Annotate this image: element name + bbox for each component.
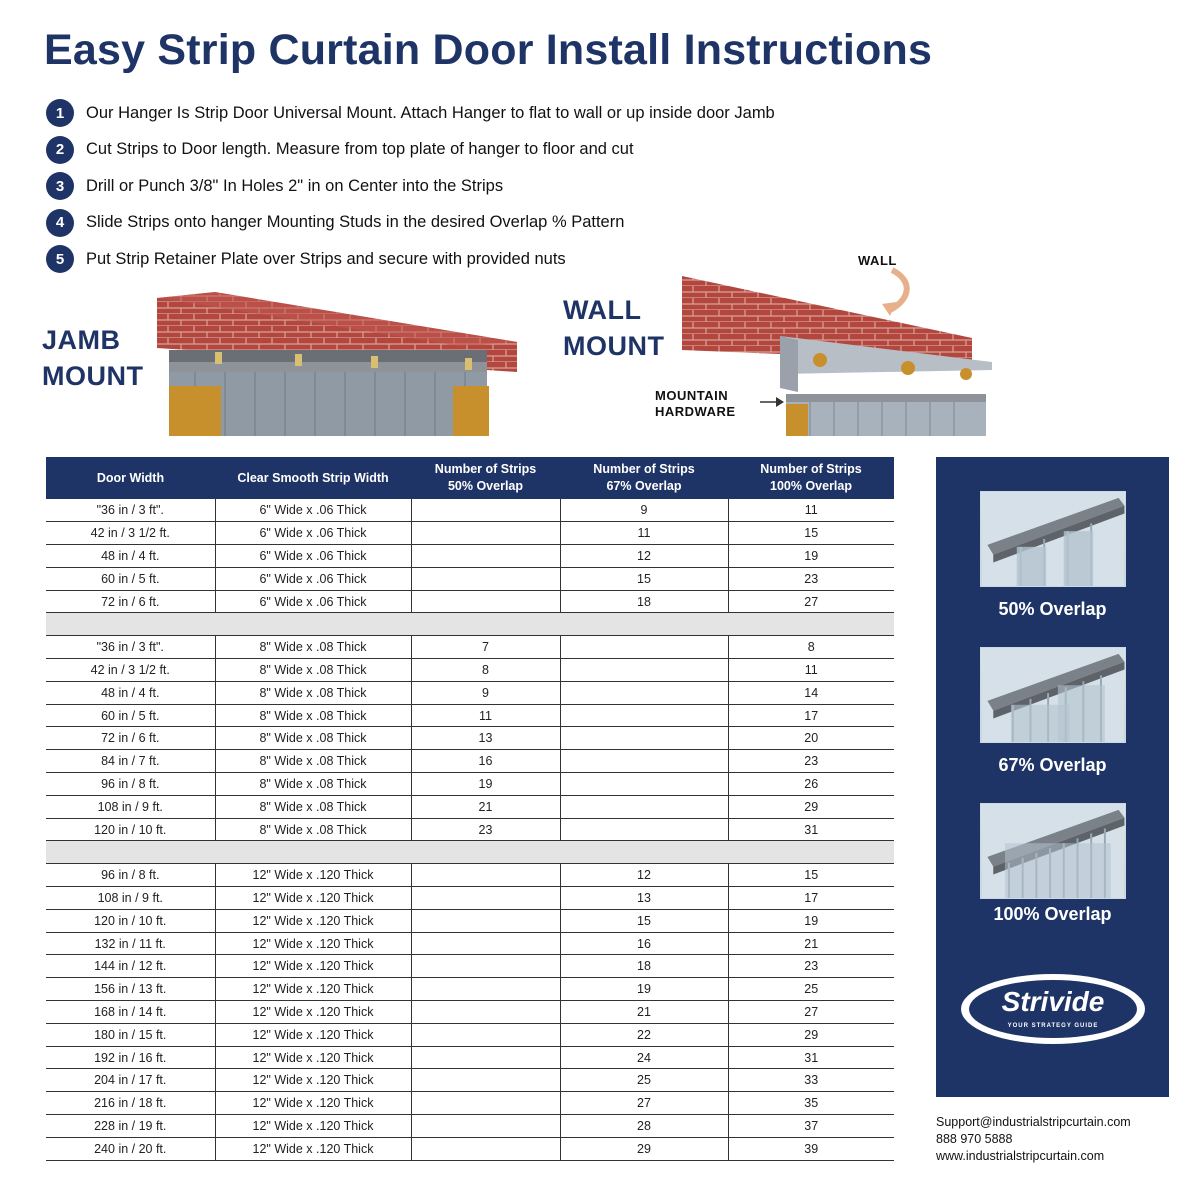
table-cell: 18: [560, 590, 728, 613]
overlap-100-image: [980, 803, 1126, 899]
table-cell: 22: [560, 1023, 728, 1046]
table-cell: 84 in / 7 ft.: [46, 750, 215, 773]
wall-callout: WALL: [858, 253, 897, 268]
jamb-mount-label: [42, 322, 143, 394]
table-cell: 12" Wide x .120 Thick: [215, 1092, 411, 1115]
step-number-badge: 1: [46, 99, 74, 127]
table-cell: 23: [728, 567, 894, 590]
table-cell: 120 in / 10 ft.: [46, 909, 215, 932]
table-body: [46, 499, 894, 1160]
table-cell: 8" Wide x .08 Thick: [215, 750, 411, 773]
table-cell: 6" Wide x .06 Thick: [215, 522, 411, 545]
table-cell: 12" Wide x .120 Thick: [215, 932, 411, 955]
table-cell: 35: [728, 1092, 894, 1115]
table-header-row: [46, 457, 894, 499]
table-row: [46, 932, 894, 955]
wall-mount-label-line: MOUNT: [563, 331, 665, 361]
header-50-overlap: Number of Strips 50% Overlap: [411, 457, 560, 499]
table-cell: 15: [560, 909, 728, 932]
table-cell: 96 in / 8 ft.: [46, 773, 215, 796]
table-cell: 8: [411, 659, 560, 682]
table-cell: 15: [560, 567, 728, 590]
step-text: Our Hanger Is Strip Door Universal Mount. Attach Hanger to flat to wall or up inside door Jamb: [86, 103, 775, 122]
table-cell: 9: [411, 681, 560, 704]
table-cell: 228 in / 19 ft.: [46, 1115, 215, 1138]
table-cell: [560, 750, 728, 773]
table-row: [46, 978, 894, 1001]
table-cell: 12" Wide x .120 Thick: [215, 1001, 411, 1024]
header-67-overlap: Number of Strips 67% Overlap: [560, 457, 728, 499]
table-cell: 29: [728, 1023, 894, 1046]
table-row: [46, 773, 894, 796]
table-cell: 6" Wide x .06 Thick: [215, 590, 411, 613]
table-cell: 8" Wide x .08 Thick: [215, 727, 411, 750]
table-cell: 13: [411, 727, 560, 750]
table-cell: 37: [728, 1115, 894, 1138]
table-cell: 29: [728, 795, 894, 818]
strip-count-table: [46, 457, 894, 1161]
table-cell: 25: [728, 978, 894, 1001]
table-cell: [411, 887, 560, 910]
table-cell: 72 in / 6 ft.: [46, 590, 215, 613]
table-cell: [560, 773, 728, 796]
table-row: [46, 1023, 894, 1046]
table-cell: 12" Wide x .120 Thick: [215, 1137, 411, 1160]
table-cell: 31: [728, 1046, 894, 1069]
table-row: [46, 818, 894, 841]
table-cell: 156 in / 13 ft.: [46, 978, 215, 1001]
table-cell: [411, 1023, 560, 1046]
separator-cell: [215, 841, 411, 864]
table-cell: [560, 659, 728, 682]
table-row: [46, 750, 894, 773]
table-cell: 31: [728, 818, 894, 841]
table-cell: 12" Wide x .120 Thick: [215, 955, 411, 978]
table-cell: 23: [728, 955, 894, 978]
table-cell: 12" Wide x .120 Thick: [215, 887, 411, 910]
separator-cell: [411, 613, 560, 636]
step-text: Drill or Punch 3/8" In Holes 2" in on Center into the Strips: [86, 176, 504, 195]
table-cell: 8" Wide x .08 Thick: [215, 636, 411, 659]
logo-tagline: YOUR STRATEGY GUIDE: [1007, 1023, 1099, 1029]
step-item: [46, 205, 906, 242]
separator-cell: [728, 613, 894, 636]
table-cell: [560, 818, 728, 841]
table-cell: 72 in / 6 ft.: [46, 727, 215, 750]
step-text: Slide Strips onto hanger Mounting Studs in the desired Overlap % Pattern: [86, 213, 625, 232]
table-cell: 8" Wide x .08 Thick: [215, 818, 411, 841]
separator-cell: [728, 841, 894, 864]
hardware-callout-line: MOUNTAIN: [655, 388, 729, 403]
separator-cell: [46, 613, 215, 636]
table-cell: "36 in / 3 ft".: [46, 636, 215, 659]
table-cell: 6" Wide x .06 Thick: [215, 545, 411, 568]
install-steps: [46, 95, 906, 278]
table-row: [46, 727, 894, 750]
table-row: [46, 567, 894, 590]
overlap-100-label: 100% Overlap: [993, 904, 1112, 924]
table-cell: 25: [560, 1069, 728, 1092]
table-cell: 6" Wide x .06 Thick: [215, 567, 411, 590]
table-cell: 12" Wide x .120 Thick: [215, 909, 411, 932]
table-row: [46, 887, 894, 910]
table-cell: 27: [728, 590, 894, 613]
table-cell: 19: [411, 773, 560, 796]
step-number-badge: 5: [46, 245, 74, 273]
overlap-50-label: 50% Overlap: [998, 599, 1107, 619]
table-cell: 12" Wide x .120 Thick: [215, 1046, 411, 1069]
table-cell: 18: [560, 955, 728, 978]
table-cell: [411, 1001, 560, 1024]
table-cell: 12" Wide x .120 Thick: [215, 978, 411, 1001]
header-door-width: Door Width: [46, 457, 215, 499]
header-strip-width: Clear Smooth Strip Width: [215, 457, 411, 499]
table-cell: 26: [728, 773, 894, 796]
table-cell: 21: [728, 932, 894, 955]
table-row: [46, 545, 894, 568]
table-cell: 216 in / 18 ft.: [46, 1092, 215, 1115]
table-cell: 12" Wide x .120 Thick: [215, 1023, 411, 1046]
table-row: [46, 590, 894, 613]
table-row: [46, 1092, 894, 1115]
contact-email[interactable]: Support@industrialstripcurtain.com: [936, 1115, 1131, 1129]
table-row: [46, 1046, 894, 1069]
table-row: [46, 1137, 894, 1160]
table-group-separator: [46, 613, 894, 636]
table-row: [46, 704, 894, 727]
table-cell: [560, 636, 728, 659]
table-cell: 13: [560, 887, 728, 910]
table-cell: 108 in / 9 ft.: [46, 795, 215, 818]
separator-cell: [560, 841, 728, 864]
table-cell: [560, 704, 728, 727]
table-cell: 17: [728, 704, 894, 727]
table-cell: 39: [728, 1137, 894, 1160]
table-cell: 60 in / 5 ft.: [46, 567, 215, 590]
table-cell: 108 in / 9 ft.: [46, 887, 215, 910]
overlap-67-image: [980, 647, 1126, 743]
logo-wordmark: Strivide: [1001, 986, 1105, 1017]
table-cell: 240 in / 20 ft.: [46, 1137, 215, 1160]
table-cell: 8" Wide x .08 Thick: [215, 681, 411, 704]
table-cell: [560, 727, 728, 750]
table-cell: 48 in / 4 ft.: [46, 681, 215, 704]
table-cell: 180 in / 15 ft.: [46, 1023, 215, 1046]
contact-phone: 888 970 5888: [936, 1132, 1013, 1146]
table-cell: 29: [560, 1137, 728, 1160]
table-cell: 23: [411, 818, 560, 841]
table-cell: 8: [728, 636, 894, 659]
page-title: Easy Strip Curtain Door Install Instructions: [44, 26, 933, 74]
table-cell: 192 in / 16 ft.: [46, 1046, 215, 1069]
hardware-callout-line: HARDWARE: [655, 404, 736, 419]
table-cell: 8" Wide x .08 Thick: [215, 659, 411, 682]
step-number-badge: 2: [46, 136, 74, 164]
table-cell: 96 in / 8 ft.: [46, 864, 215, 887]
table-cell: 204 in / 17 ft.: [46, 1069, 215, 1092]
table-cell: 28: [560, 1115, 728, 1138]
jamb-mount-label-line: MOUNT: [42, 361, 144, 391]
table-cell: 42 in / 3 1/2 ft.: [46, 522, 215, 545]
contact-info: [936, 1114, 1131, 1165]
table-row: [46, 681, 894, 704]
table-row: [46, 1115, 894, 1138]
table-cell: 9: [560, 499, 728, 522]
table-cell: 15: [728, 864, 894, 887]
table-cell: [411, 932, 560, 955]
table-cell: [411, 1137, 560, 1160]
table-row: [46, 1001, 894, 1024]
table-cell: 16: [411, 750, 560, 773]
table-cell: 27: [560, 1092, 728, 1115]
table-cell: [411, 978, 560, 1001]
table-cell: 14: [728, 681, 894, 704]
table-cell: "36 in / 3 ft".: [46, 499, 215, 522]
table-cell: 27: [728, 1001, 894, 1024]
table-cell: 11: [560, 522, 728, 545]
table-cell: [411, 545, 560, 568]
table-cell: 12: [560, 864, 728, 887]
table-cell: 11: [411, 704, 560, 727]
step-item: [46, 168, 906, 205]
table-cell: 21: [560, 1001, 728, 1024]
overlap-50-image: [980, 491, 1126, 587]
table-cell: 16: [560, 932, 728, 955]
table-cell: 17: [728, 887, 894, 910]
table-cell: [411, 909, 560, 932]
table-cell: [411, 567, 560, 590]
contact-website[interactable]: www.industrialstripcurtain.com: [936, 1149, 1105, 1163]
wall-mount-illustration: [680, 262, 1000, 440]
table-cell: 33: [728, 1069, 894, 1092]
overlap-67-label: 67% Overlap: [998, 755, 1107, 775]
table-cell: 48 in / 4 ft.: [46, 545, 215, 568]
table-row: [46, 795, 894, 818]
table-row: [46, 499, 894, 522]
table-cell: 8" Wide x .08 Thick: [215, 773, 411, 796]
table-cell: [411, 590, 560, 613]
table-cell: 12" Wide x .120 Thick: [215, 1069, 411, 1092]
table-row: [46, 522, 894, 545]
table-cell: 23: [728, 750, 894, 773]
step-text: Put Strip Retainer Plate over Strips and secure with provided nuts: [86, 249, 566, 268]
table-cell: [411, 864, 560, 887]
table-cell: [411, 522, 560, 545]
jamb-mount-illustration: [155, 290, 525, 440]
table-cell: 120 in / 10 ft.: [46, 818, 215, 841]
table-cell: 6" Wide x .06 Thick: [215, 499, 411, 522]
strivide-logo: [958, 971, 1148, 1047]
table-cell: 42 in / 3 1/2 ft.: [46, 659, 215, 682]
table-cell: [411, 1115, 560, 1138]
table-cell: 11: [728, 499, 894, 522]
table-row: [46, 1069, 894, 1092]
separator-cell: [46, 841, 215, 864]
table-cell: [411, 955, 560, 978]
separator-cell: [215, 613, 411, 636]
separator-cell: [411, 841, 560, 864]
table-cell: 8" Wide x .08 Thick: [215, 704, 411, 727]
table-cell: [411, 1092, 560, 1115]
table-cell: 8" Wide x .08 Thick: [215, 795, 411, 818]
table-cell: 12" Wide x .120 Thick: [215, 864, 411, 887]
table-cell: [560, 681, 728, 704]
table-row: [46, 659, 894, 682]
wall-mount-label: [563, 292, 664, 364]
table-cell: 19: [728, 545, 894, 568]
table-row: [46, 864, 894, 887]
table-cell: [411, 499, 560, 522]
table-cell: 21: [411, 795, 560, 818]
jamb-mount-label-line: JAMB: [42, 325, 121, 355]
table-row: [46, 636, 894, 659]
table-cell: 168 in / 14 ft.: [46, 1001, 215, 1024]
table-cell: 15: [728, 522, 894, 545]
table-cell: 11: [728, 659, 894, 682]
table-cell: 132 in / 11 ft.: [46, 932, 215, 955]
separator-cell: [560, 613, 728, 636]
wall-mount-label-line: WALL: [563, 295, 642, 325]
table-cell: 60 in / 5 ft.: [46, 704, 215, 727]
step-number-badge: 4: [46, 209, 74, 237]
table-cell: 7: [411, 636, 560, 659]
table-cell: 12" Wide x .120 Thick: [215, 1115, 411, 1138]
step-text: Cut Strips to Door length. Measure from top plate of hanger to floor and cut: [86, 140, 634, 159]
table-cell: 19: [728, 909, 894, 932]
header-100-overlap: Number of Strips 100% Overlap: [728, 457, 894, 499]
table-cell: 12: [560, 545, 728, 568]
table-cell: 20: [728, 727, 894, 750]
step-item: [46, 95, 906, 132]
table-cell: 24: [560, 1046, 728, 1069]
step-item: [46, 132, 906, 169]
table-cell: [411, 1069, 560, 1092]
table-row: [46, 909, 894, 932]
step-number-badge: 3: [46, 172, 74, 200]
table-group-separator: [46, 841, 894, 864]
table-row: [46, 955, 894, 978]
table-cell: [560, 795, 728, 818]
table-cell: 144 in / 12 ft.: [46, 955, 215, 978]
table-cell: [411, 1046, 560, 1069]
overlap-panel: [936, 457, 1169, 1097]
table-cell: 19: [560, 978, 728, 1001]
